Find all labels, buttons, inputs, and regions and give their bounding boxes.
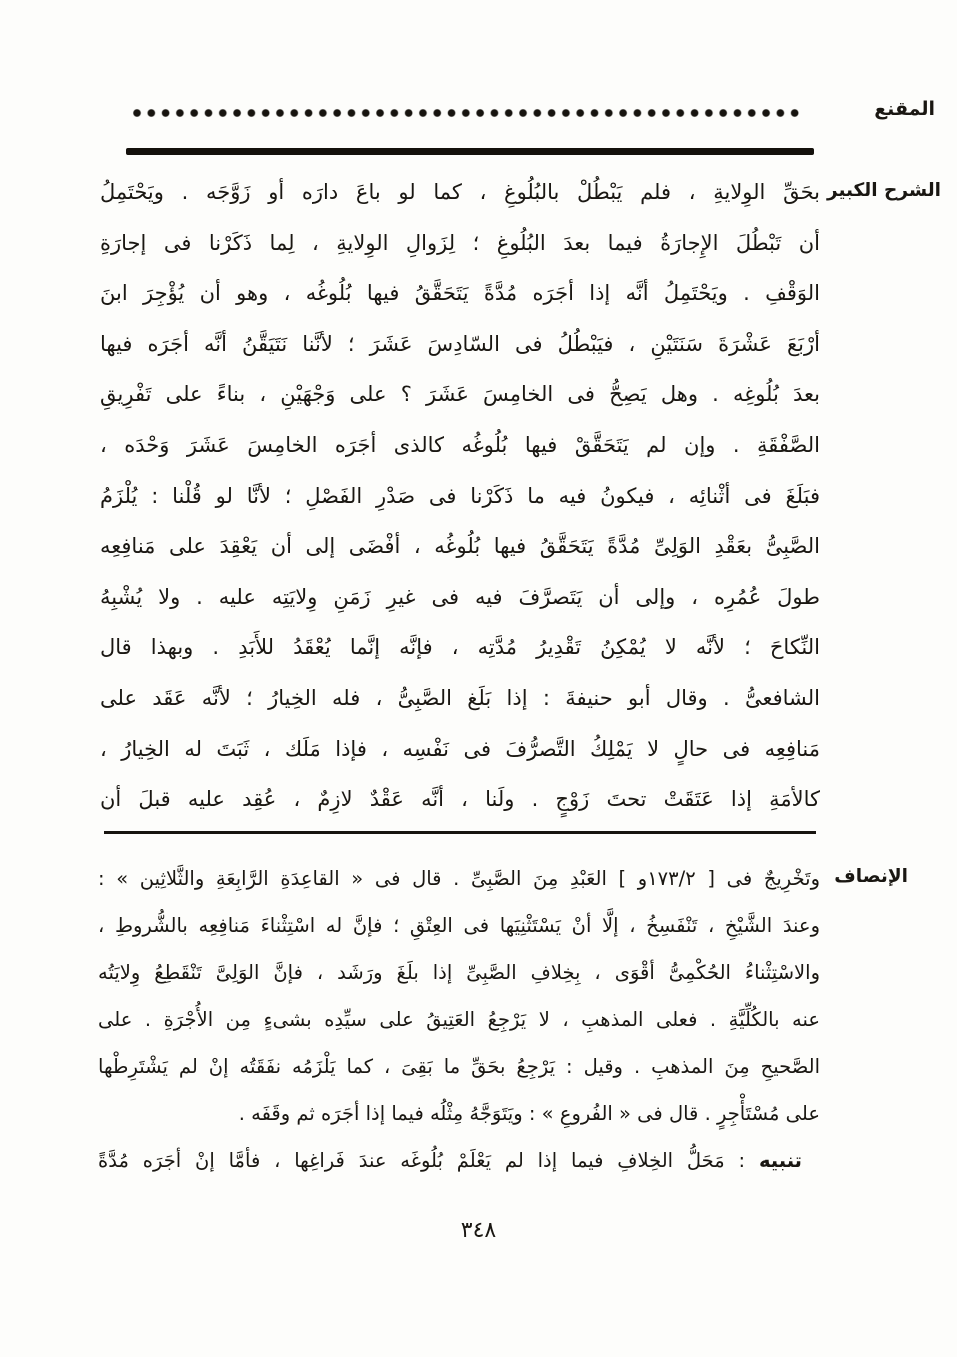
matn-ellipsis-dotted-rule (131, 107, 801, 120)
text-line: عنه بالكُلِّيَّةِ . فعلى المذهبِ ، لا يَرْجِعُ العَتِيقُ على سيِّدِه بشىءٍ مِن الأُجْرَةِ . على (98, 1008, 820, 1031)
page-number: ٣٤٨ (460, 1218, 497, 1243)
text-line: الصَّبِىُّ بعَقْدِ الوَلِىِّ مُدَّةً يَتَحَقَّقُ فيها بُلُوغُه ، أفْضَى إلى أن يَعْقِدَ على مَنافِعِه (100, 534, 820, 559)
text-line: فبَلَغَ فى أثْنائِه ، فيكونُ فيه ما ذَكَرْنا فى صَدْرِ الفَصْلِ ؛ لأنَّا لو قُلْنا : يُلْزَمُ (100, 483, 820, 508)
text-line: وتَخْرِيجٌ فى [ ١٧٣/٢و ] العَبْدِ مِنَ الصَّبِىِّ . قال فى « القاعِدَةِ الرَّابِعَةِ والثَّلاثِين » : (98, 867, 821, 890)
tanbih-text: : مَحَلُّ الخِلافِ فيما إذا لم يَعْلَمْ بُلُوغَه عندَ فَراغِها ، فأمَّا إنْ أجَرَه مُدَّةً (98, 1149, 759, 1172)
margin-note-sharh-alkabir: الشرح الكبير (826, 180, 941, 201)
text-line: مَنافِعِه فى حالٍ لا يَمْلِكُ التَّصرُّفَ فى نَفْسِه ، فإذا مَلَك ، ثَبَتَ له الخِيارُ ، (100, 736, 820, 761)
text-line: وعندَ الشَّيْخِ ، تَنْفَسِخُ ، إلَّا أنْ يَسْتَثْنِيَها فى العِتْقِ ؛ فإنَّ له اسْتِثْناءَ مَنافِعِه بالشُّروطِ ، (98, 914, 820, 937)
text-line: كالأمَةِ إذا عَتَقَتْ تحتَ زَوْجٍ . ولَنا ، أنَّه عَقْدٌ لازِمٌ ، عُقِد عليه قبلَ أن (100, 787, 820, 812)
section-divider-rule (104, 831, 816, 834)
text-line: أن تَبْطُلَ الإِجارَةُ فيما بعدَ البُلُوغِ ؛ لِزَوالِ الوِلايةِ ، لِما ذَكَرْنا فى إجارَةِ (100, 230, 820, 255)
text-line: أرْبَعَ عَشْرَةَ سَنَتَيْنِ ، فيَبْطُلُ فى السّادِسَ عَشَرَ ؛ لأنَّنا نَتَيَقَّنُ أنَّه أجَرَه فيها (100, 331, 820, 356)
tanbih-heading: تنبيه (758, 1149, 802, 1172)
text-line: على مُسْتَأْجِرٍ . قال فى « الفُروعِ » : ويَتَوَجَّهُ مِثْلُه فيما إذا أجَرَه ثم وقَفَه . (238, 1102, 820, 1125)
text-line: بعدَ بُلُوغِه . وهل يَصِحُّ فى الخامِسَ عَشَرَ ؟ على وَجْهَيْنِ ، بناءً على تَفْرِيقِ (100, 382, 820, 407)
text-line: الشافعىُّ . وقال أبو حنيفةَ : إذا بَلَغ الصَّبِىُّ ، فله الخِيارُ ؛ لأنَّه عَقَد على (100, 685, 820, 710)
text-line: بحَقِّ الوِلايةِ ، فلم يَبْطُلْ بالبُلُوغِ ، كما لو باعَ دارَه أو زَوَّجَه . ويَحْتَمِلُ (100, 180, 820, 204)
text-line: والاسْتِثْناءُ الحُكْمِىُّ أقْوَى ، بِخِلافِ الصَّبِىِّ إذا بلَغَ ورَشَد ، فإنَّ الوَلِىَّ تَنْقَطِعُ وِلايَتُه (98, 961, 820, 984)
running-head-book-title: المقنع (874, 98, 935, 120)
header-separator-rule (126, 148, 814, 155)
tanbih-line (98, 1137, 820, 1184)
text-line: الصَّفْقَةِ . وإن لم يَتَحَقَّقْ فيها بُلُوغُه كالذى أجَرَه الخامِسَ عَشَرَ وَحْدَه ، (100, 432, 820, 457)
insaf-footnote-block (98, 855, 820, 1184)
margin-note-al-insaf: الإنصاف (834, 866, 908, 887)
main-commentary-block (100, 167, 820, 825)
text-line: طولَ عُمُرِه ، وإلى أن يَتَصرَّفَ فيه فى غيرِ زَمَنِ وِلايَتِه عليه . ولا يُشْبِهُ (100, 584, 820, 609)
text-line: النِّكاحَ ؛ لأنَّه لا يُمْكِنُ تَقْدِيرُ مُدَّتِه ، فإنَّه إنَّما يُعْقَدُ للأَبَدِ . وبهذا قال (100, 635, 820, 660)
text-line: الصَّحيحِ مِنَ المذهبِ . وقيل : يَرْجِعُ بحَقِّ ما بَقِىَ ، كما يَلْزَمُه نفَقَتُه إنْ لم يَشْتَرِطْها (98, 1055, 820, 1078)
text-line: الوَقْفِ . ويَحْتَمِلُ أنَّه إذا أجَرَه مُدَّةً يَتَحَقَّقُ فيها بُلُوغُه ، وهو أن يُؤْجِرَ ابنَ (100, 281, 820, 306)
